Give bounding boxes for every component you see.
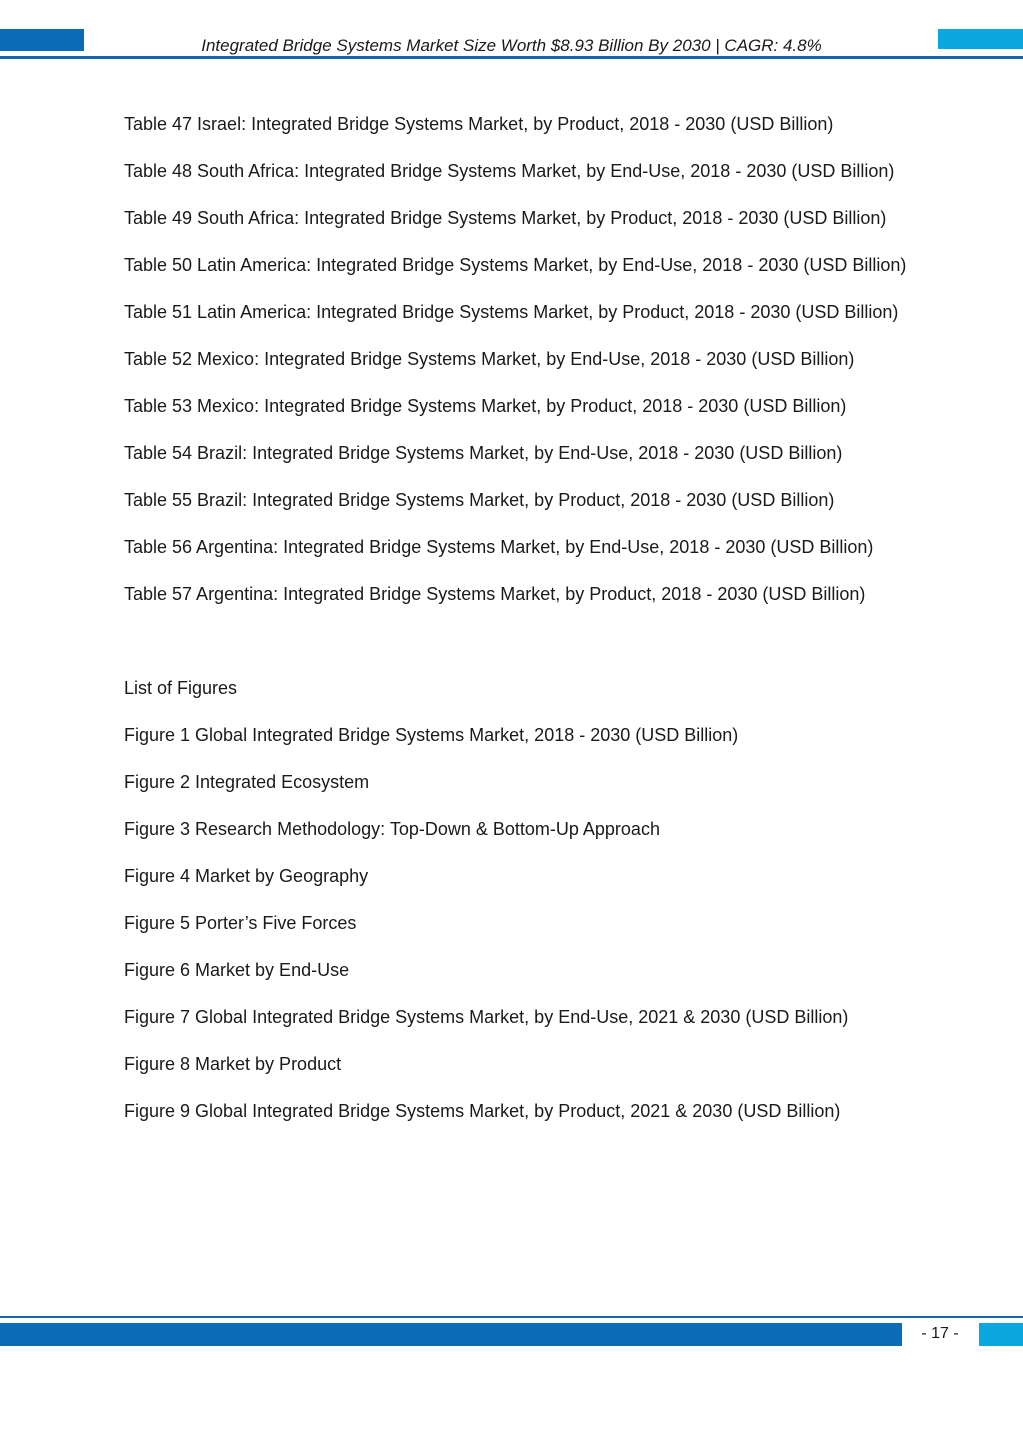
header-title: Integrated Bridge Systems Market Size Worth $8.93 Billion By 2030 | CAGR: 4.8% (201, 36, 822, 55)
table-entry: Table 47 Israel: Integrated Bridge Systems Market, by Product, 2018 - 2030 (USD Billion) (124, 114, 834, 134)
figure-entry: Figure 2 Integrated Ecosystem (124, 772, 370, 792)
figure-entry: Figure 4 Market by Geography (124, 866, 369, 886)
table-entry: Table 54 Brazil: Integrated Bridge Systems Market, by End-Use, 2018 - 2030 (USD Billion) (124, 443, 843, 463)
figure-entry: Figure 1 Global Integrated Bridge Systems Market, 2018 - 2030 (USD Billion) (124, 725, 739, 745)
page-number: - 17 - (921, 1325, 959, 1342)
tables-list (124, 113, 934, 605)
table-entry: Table 51 Latin America: Integrated Bridge Systems Market, by Product, 2018 - 2030 (USD Billion) (124, 302, 899, 322)
table-entry: Table 48 South Africa: Integrated Bridge Systems Market, by End-Use, 2018 - 2030 (USD Billion) (124, 161, 895, 181)
figure-entry: Figure 6 Market by End-Use (124, 960, 350, 980)
table-entry: Table 55 Brazil: Integrated Bridge Systems Market, by Product, 2018 - 2030 (USD Billion) (124, 490, 835, 510)
header-rule (0, 56, 1023, 59)
footer-accent-right (979, 1323, 1023, 1346)
figure-entry: Figure 8 Market by Product (124, 1054, 342, 1074)
table-entry: Table 56 Argentina: Integrated Bridge Systems Market, by End-Use, 2018 - 2030 (USD Billion) (124, 537, 874, 557)
figures-list (124, 724, 944, 1122)
list-content (124, 113, 944, 1122)
figures-heading: List of Figures (124, 678, 238, 698)
footer-rule (0, 1316, 1023, 1318)
table-entry: Table 57 Argentina: Integrated Bridge Systems Market, by Product, 2018 - 2030 (USD Billion) (124, 584, 866, 604)
table-entry: Table 53 Mexico: Integrated Bridge Systems Market, by Product, 2018 - 2030 (USD Billion) (124, 396, 847, 416)
figure-entry: Figure 3 Research Methodology: Top-Down & Bottom-Up Approach (124, 819, 660, 839)
table-entry: Table 49 South Africa: Integrated Bridge Systems Market, by Product, 2018 - 2030 (USD Billion) (124, 208, 887, 228)
table-entry: Table 52 Mexico: Integrated Bridge Systems Market, by End-Use, 2018 - 2030 (USD Billion) (124, 349, 855, 369)
figure-entry: Figure 7 Global Integrated Bridge Systems Market, by End-Use, 2021 & 2030 (USD Billion) (124, 1007, 849, 1027)
table-entry: Table 50 Latin America: Integrated Bridge Systems Market, by End-Use, 2018 - 2030 (USD Billion) (124, 255, 907, 275)
figure-entry: Figure 5 Porter’s Five Forces (124, 913, 357, 933)
figure-entry: Figure 9 Global Integrated Bridge Systems Market, by Product, 2021 & 2030 (USD Billion) (124, 1101, 841, 1121)
footer-bar (0, 1323, 902, 1346)
